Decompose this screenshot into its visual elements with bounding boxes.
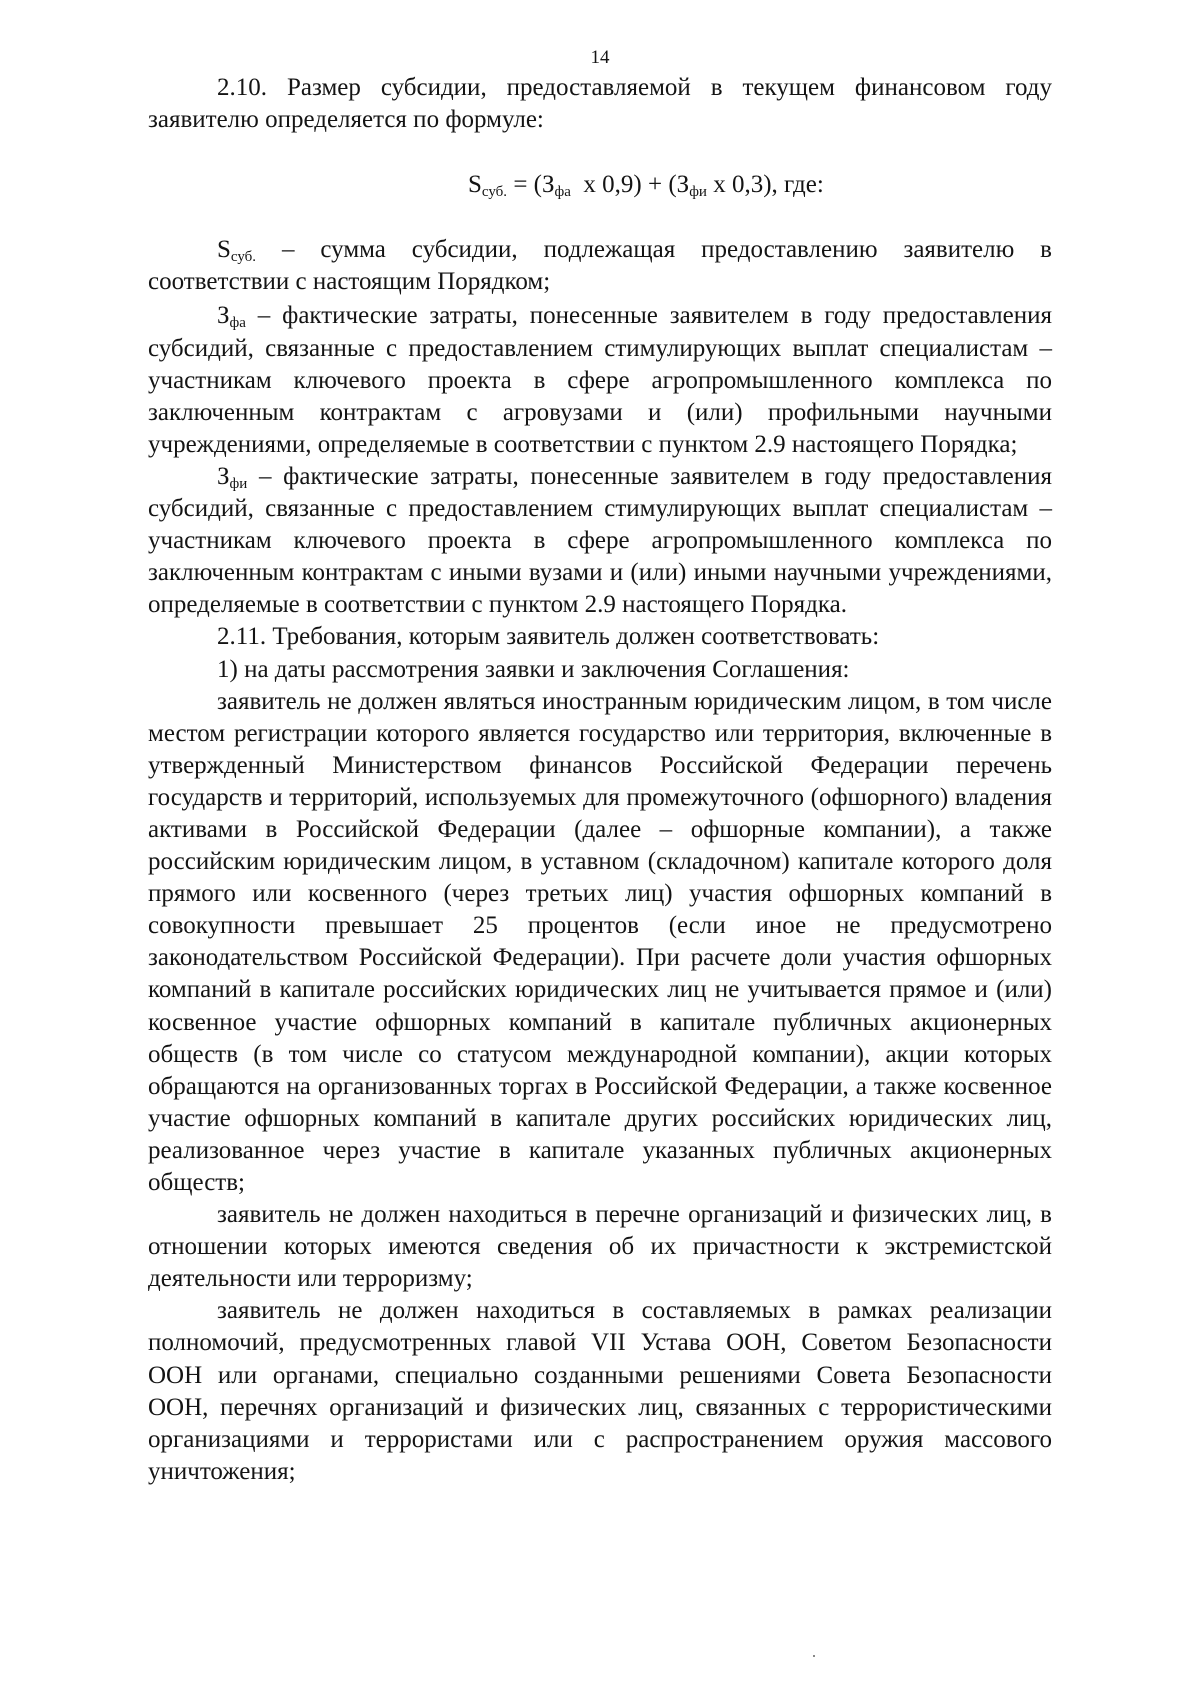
paragraph-2-11-heading: 2.11. Требования, которым заявитель должен соответствовать: bbox=[217, 623, 880, 651]
definition-fa-subscript: фа bbox=[229, 315, 246, 332]
paragraph-2-10-intro: 2.10. Размер субсидии, предоставляемой в текущем финансовом году заявителю определяется по формуле: bbox=[148, 74, 1052, 134]
definition-fi-text: – фактические затраты, понесенные заявителем в году предоставления субсидий, связанные с предоставлением стимулирующих выплат специалистам – участникам ключевого проекта в сфере агропромышленного комплекса по заключенным контрактам с иными вузами и (или) иными научными учреждениями, определяемые в соответствии с пунктом 2.9 настоящего Порядка. bbox=[148, 462, 1052, 619]
definition-fi-symbol: З bbox=[217, 462, 230, 490]
definition-s-symbol: S bbox=[217, 236, 231, 264]
page-number: 14 bbox=[590, 47, 610, 68]
definition-s-subscript: суб. bbox=[230, 249, 257, 266]
definition-z-fa bbox=[148, 300, 1052, 460]
formula-part-tail: х 0,3), где: bbox=[706, 171, 824, 199]
formula-s-subscript: суб. bbox=[481, 184, 508, 201]
document-body bbox=[148, 72, 1052, 1488]
definition-s-text: – сумма субсидии, подлежащая предоставлению заявителю в соответствии с настоящим Порядком; bbox=[148, 236, 1052, 296]
definition-fi-subscript: фи bbox=[229, 475, 248, 492]
requirement-extremism: заявитель не должен находиться в перечне организаций и физических лиц, в отношении которых имеются сведения об их причастности к экстремистской деятельности или терроризму; bbox=[148, 1201, 1052, 1293]
requirement-un-sanctions: заявитель не должен находиться в составляемых в рамках реализации полномочий, предусмотренных главой VII Устава ООН, Советом Безопасности ООН или органами, специально созданными решениями Совета Безопасности ООН, перечнях организаций и физических лиц, связанных с террористическими организациями и террористами или с распространением оружия массового уничтожения; bbox=[148, 1297, 1052, 1485]
requirement-offshore: заявитель не должен являться иностранным юридическим лицом, в том числе местом регистрации которого является государство или территория, включенные в утвержденный Министерством финансов Российской Федерации перечень государств и территорий, используемых для промежуточного (офшорного) владения активами в Российской Федерации (далее – офшорные компании), а также российским юридическим лицом, в уставном (складочном) капитале которого доля прямого или косвенного (через третьих лиц) участия офшорных компаний в совокупности превышает 25 процентов (если иное не предусмотрено законодательством Российской Федерации). При расчете доли участия офшорных компаний в капитале российских юридических лиц не учитывается прямое и (или) косвенное участие офшорных компаний в капитале публичных акционерных обществ (в том числе со статусом международной компании), акции которых обращаются на организованных торгах в Российской Федерации, а также косвенное участие офшорных компаний в капитале других российских юридических лиц, реализованное через участие в капитале указанных публичных акционерных обществ; bbox=[148, 687, 1052, 1196]
formula-part-open: = (З bbox=[507, 171, 555, 199]
subsidy-formula bbox=[148, 169, 1052, 201]
formula-s-symbol: S bbox=[468, 171, 482, 199]
formula-part-mid: х 0,9) + (З bbox=[570, 171, 690, 199]
formula-fi-subscript: фи bbox=[689, 184, 707, 201]
definition-fa-text: – фактические затраты, понесенные заявителем в году предоставления субсидий, связанные с предоставлением стимулирующих выплат специалистам – участникам ключевого проекта в сфере агропромышленного комплекса по заключенным контрактам с агровузами и (или) профильными научными учреждениями, определяемые в соответствии с пунктом 2.9 настоящего Порядка; bbox=[148, 302, 1052, 458]
definition-s-sub bbox=[148, 234, 1052, 298]
scan-speck bbox=[813, 1655, 815, 1657]
definition-z-fi bbox=[148, 461, 1052, 621]
formula-fa-subscript: фа bbox=[554, 184, 571, 201]
definition-fa-symbol: З bbox=[217, 302, 230, 330]
requirement-item-1: 1) на даты рассмотрения заявки и заключения Соглашения: bbox=[217, 655, 850, 683]
